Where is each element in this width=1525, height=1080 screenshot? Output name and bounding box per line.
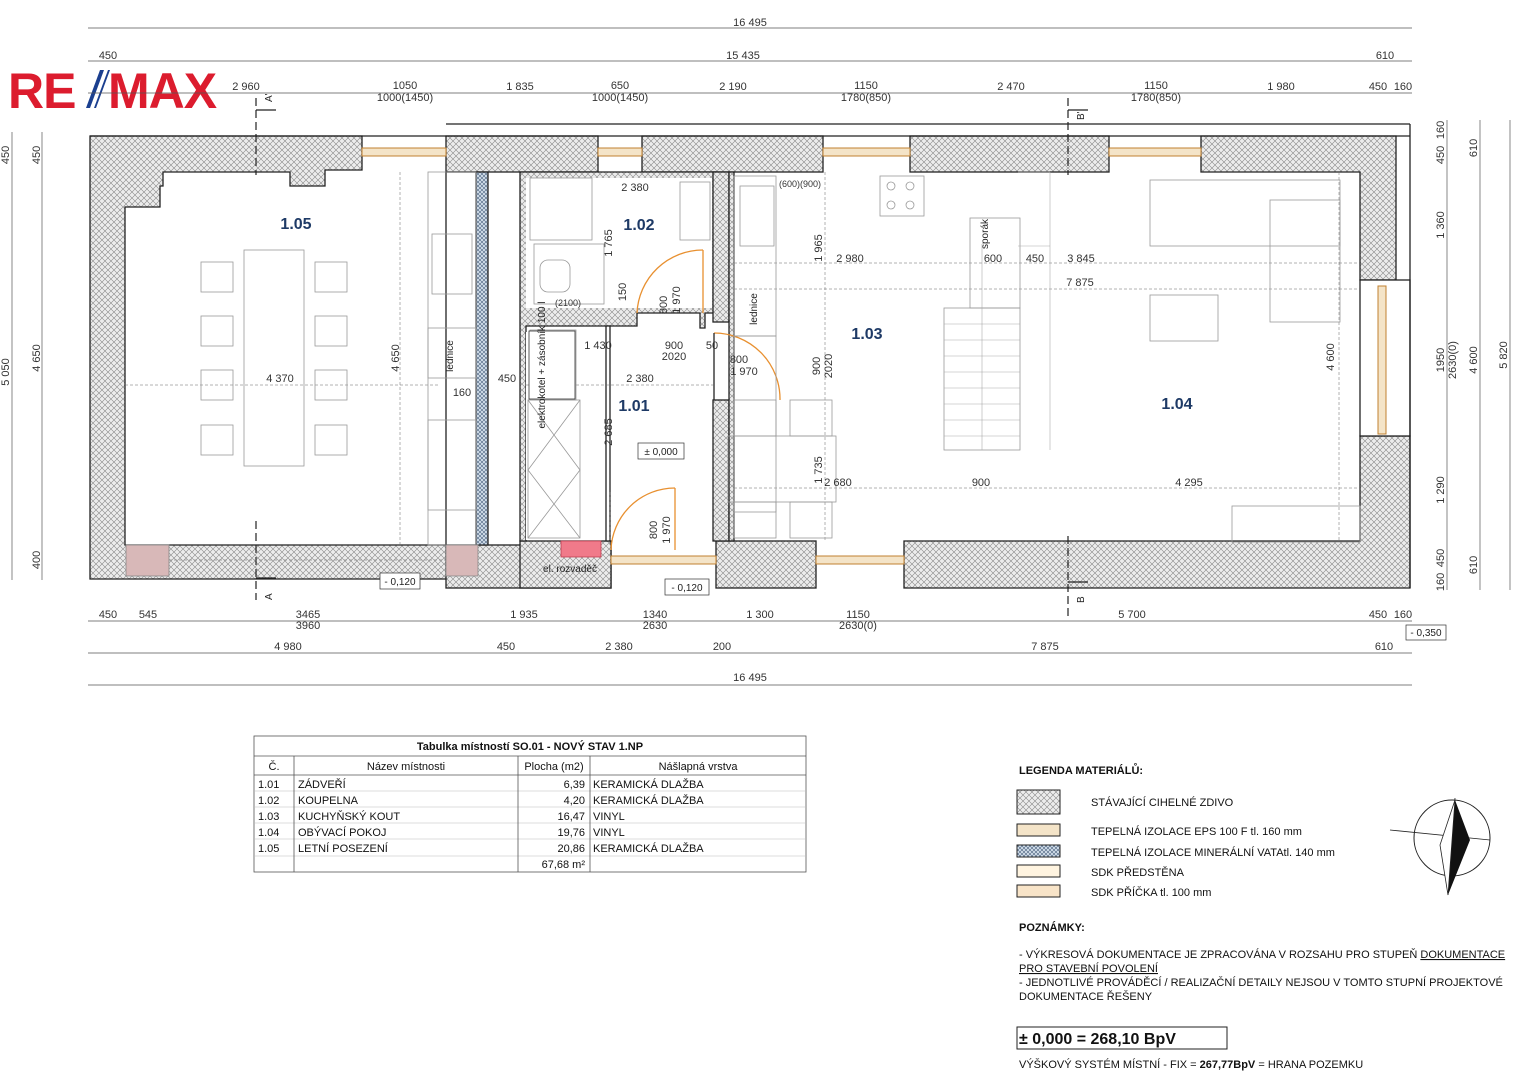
dim-right: 1950: [1435, 347, 1447, 373]
table-cell: KERAMICKÁ DLAŽBA: [593, 795, 704, 807]
section-label: B: [1076, 596, 1087, 603]
inner-dim: 1 430: [584, 340, 612, 352]
dim-top: 450: [1368, 81, 1388, 93]
walls: [90, 124, 1410, 588]
legend-item: STÁVAJÍCÍ CIHELNÉ ZDIVO: [1091, 797, 1234, 809]
materials-legend: [1017, 763, 1335, 899]
dim-top: 2 190: [719, 81, 747, 93]
inner-dim: 1 735: [813, 456, 825, 484]
stove-label: sporák: [980, 218, 991, 250]
dim-bottom: 450: [98, 609, 118, 621]
section-label: A: [264, 593, 275, 600]
level-mark: - 0,120: [384, 577, 416, 588]
inner-dim: 600: [983, 253, 1003, 265]
legend-item: SDK PŘÍČKA tl. 100 mm: [1091, 887, 1212, 899]
table-total: 67,68 m²: [541, 859, 585, 871]
dim-right: 610: [1468, 138, 1480, 158]
table-cell: 20,86: [557, 843, 585, 855]
dim-bottom: 1150: [846, 609, 870, 621]
dim-right: 1 290: [1435, 476, 1447, 504]
dim-bottom: 610: [1374, 641, 1394, 653]
legend-title: LEGENDA MATERIÁLŮ:: [1019, 765, 1144, 777]
level-mark: - 0,350: [1410, 628, 1442, 639]
table-cell: KERAMICKÁ DLAŽBA: [593, 843, 704, 855]
dim-right: 4 600: [1468, 346, 1480, 374]
table-cell: 1.04: [258, 827, 280, 839]
dim-bottom: 2 380: [605, 641, 633, 653]
note-line: - JEDNOTLIVÉ PROVÁDĚCÍ / REALIZAČNÍ DETAILY NEJSOU V TOMTO STUPNÍ PROJEKTOVÉ: [1019, 977, 1503, 989]
dim-right: 160: [1435, 120, 1447, 140]
level-mark: - 0,120: [671, 583, 703, 594]
inner-dim: 2020: [823, 353, 835, 379]
table-cell: 1.03: [258, 811, 280, 823]
room-label: 1.04: [1161, 396, 1193, 413]
distribution-board-label: el. rozvaděč: [543, 564, 597, 575]
inner-dim: 150: [617, 282, 629, 302]
dim-left: 4 650: [31, 344, 43, 372]
inner-dim: 2 980: [836, 253, 864, 265]
legend-item: TEPELNÁ IZOLACE MINERÁLNÍ VATAtl. 140 mm: [1091, 847, 1335, 859]
note-underline: PRO STAVEBNÍ POVOLENÍ: [1019, 963, 1158, 975]
dim-left: 450: [0, 145, 12, 165]
elektrokotel-label: elektrokotel + zásobník 100 l: [537, 301, 548, 429]
dim-top: 1780(850): [1130, 92, 1182, 104]
inner-dim: 2020: [661, 351, 687, 363]
dim-bottom: 3960: [295, 620, 321, 632]
dim-left: 5 050: [0, 358, 12, 386]
inner-dim: 2 380: [626, 373, 654, 385]
dim-bottom: 450: [496, 641, 516, 653]
note-underline: DOKUMENTACE: [1420, 949, 1506, 961]
table-header: Nášlapná vrstva: [658, 761, 738, 773]
inner-dim: 1 970: [661, 516, 673, 544]
table-cell: 1.01: [258, 779, 280, 791]
table-header: Č.: [268, 761, 280, 773]
dim-top: 650: [610, 80, 630, 92]
dim-top: 2 960: [232, 81, 260, 93]
notes: [1019, 921, 1505, 1003]
dim-top: 1150: [1144, 80, 1168, 92]
inner-dim: 160: [452, 387, 472, 399]
dim-bottom: 450: [1368, 609, 1388, 621]
level-mark: ± 0,000: [644, 447, 678, 458]
north-arrow-icon: [1390, 798, 1490, 895]
dim-right: 160: [1435, 572, 1447, 592]
room-label: 1.05: [280, 216, 312, 233]
dim-bottom: 1 300: [746, 609, 774, 621]
dim-bottom: 200: [712, 641, 732, 653]
inner-dim: 7 875: [1066, 277, 1094, 289]
datum-sub: 267,77BpV: [1199, 1059, 1256, 1071]
table-cell: KOUPELNA: [298, 795, 358, 807]
dim-right: 610: [1468, 555, 1480, 575]
inner-dim: 3 845: [1067, 253, 1095, 265]
datum: [1017, 1027, 1363, 1071]
dim-top: 1000(1450): [591, 92, 649, 104]
inner-dim: 4 370: [266, 373, 294, 385]
room-label: 1.02: [623, 217, 655, 234]
datum-sub: = HRANA POZEMKU: [1255, 1059, 1364, 1071]
inner-dims: [266, 179, 1337, 544]
table-cell: VINYL: [593, 811, 625, 823]
legend-item: TEPELNÁ IZOLACE EPS 100 F tl. 160 mm: [1091, 826, 1302, 838]
dim-top-right: 610: [1375, 50, 1395, 62]
remax-logo: [8, 63, 217, 119]
dim-top: 1000(1450): [376, 92, 434, 104]
inner-dim: 1 970: [730, 366, 758, 378]
inner-dim: 1 965: [813, 234, 825, 262]
inner-dim: (600)(900): [778, 179, 822, 189]
table-cell: KUCHYŇSKÝ KOUT: [298, 811, 401, 823]
dim-top: 1 835: [506, 81, 534, 93]
dim-bottom: 3465: [295, 609, 321, 621]
inner-dim: 4 295: [1175, 477, 1203, 489]
table-cell: ZÁDVEŘÍ: [298, 779, 346, 791]
inner-dim: 800: [648, 520, 660, 540]
dim-bottom: 1 935: [510, 609, 538, 621]
room-label: 1.03: [851, 326, 883, 343]
legend-item: SDK PŘEDSTĚNA: [1091, 867, 1184, 879]
dim-top: 160: [1393, 81, 1413, 93]
dim-bottom: 160: [1393, 609, 1413, 621]
room-label: 1.01: [618, 398, 650, 415]
dim-bottom: 545: [138, 609, 158, 621]
inner-dim: 4 600: [1325, 343, 1337, 371]
table-cell: OBÝVACÍ POKOJ: [298, 827, 387, 839]
inner-dim: 800: [729, 354, 749, 366]
dim-top: 1150: [854, 80, 878, 92]
table-cell: 1.02: [258, 795, 280, 807]
dim-right: 450: [1435, 548, 1447, 568]
dim-right: 2630(0): [1447, 341, 1459, 379]
table-header: Název místnosti: [366, 761, 446, 773]
svg-text:VÝŠKOVÝ SYSTÉM MÍSTNÍ - FIX =: [1019, 1058, 1363, 1071]
dim-bottom: 1340: [642, 609, 668, 621]
dim-bottom-overall: 16 495: [733, 672, 767, 684]
inner-dim: 50: [705, 340, 719, 352]
dim-top: 1050: [392, 80, 418, 92]
svg-text:- VÝKRESOVÁ DOKUMENTACE JE ZPR: [1019, 948, 1505, 961]
datum-main: ± 0,000 = 268,10 BpV: [1019, 1031, 1176, 1048]
inner-dim: 2 680: [824, 477, 852, 489]
table-cell: 6,39: [563, 779, 585, 791]
dim-bottom: 5 700: [1118, 609, 1146, 621]
note-line: DOKUMENTACE ŘEŠENY: [1019, 991, 1153, 1003]
dim-top-overall: 16 495: [733, 17, 767, 29]
svg-text:RE: RE: [8, 63, 76, 119]
room-table: [254, 736, 806, 872]
inner-dim: 4 650: [390, 344, 402, 372]
inner-dim: 2 380: [621, 182, 649, 194]
table-cell: 4,20: [563, 795, 585, 807]
fridge-label: lednice: [445, 340, 456, 372]
inner-dim: 900: [811, 356, 823, 376]
inner-dim: 2 685: [603, 418, 615, 446]
stairs: [944, 172, 1050, 450]
inner-dim: 1 970: [671, 286, 683, 314]
dim-top: 1 980: [1267, 81, 1295, 93]
table-cell: 1.05: [258, 843, 280, 855]
note-line: - VÝKRESOVÁ DOKUMENTACE JE ZPRACOVÁNA V ROZSAHU PRO STUPEŇ: [1019, 949, 1421, 961]
dim-left: 400: [31, 550, 43, 570]
table-cell: LETNÍ POSEZENÍ: [298, 843, 388, 855]
dim-bottom: 2630(0): [839, 620, 877, 632]
dim-bottom: 4 980: [274, 641, 302, 653]
table-cell: 16,47: [557, 811, 585, 823]
dim-left: 450: [31, 145, 43, 165]
dim-right: 5 820: [1498, 341, 1510, 369]
dim-bottom: 2630: [642, 620, 668, 632]
windows: [362, 148, 1386, 564]
notes-title: POZNÁMKY:: [1019, 922, 1085, 934]
inner-dim: 450: [1025, 253, 1045, 265]
section-label: A': [264, 93, 275, 102]
table-cell: VINYL: [593, 827, 625, 839]
inner-dim: 450: [497, 373, 517, 385]
inner-dim: (2100): [554, 298, 582, 308]
dim-top-left: 450: [98, 50, 118, 62]
dim-right: 1 360: [1435, 211, 1447, 239]
dim-top: 1780(850): [840, 92, 892, 104]
inner-dim: 1 765: [603, 229, 615, 257]
dim-right: 450: [1435, 145, 1447, 165]
dim-top-inner: 15 435: [726, 50, 760, 62]
table-header: Plocha (m2): [524, 761, 584, 773]
fridge-label: lednice: [749, 293, 760, 325]
inner-dim: 900: [971, 477, 991, 489]
inner-dim: 900: [664, 340, 684, 352]
table-title: Tabulka místností SO.01 - NOVÝ STAV 1.NP: [416, 741, 644, 753]
datum-sub: VÝŠKOVÝ SYSTÉM MÍSTNÍ - FIX =: [1019, 1059, 1200, 1071]
section-label: B': [1076, 111, 1087, 120]
table-cell: 19,76: [557, 827, 585, 839]
dim-bottom: 7 875: [1031, 641, 1059, 653]
svg-text:MAX: MAX: [108, 63, 217, 119]
dim-top: 2 470: [997, 81, 1025, 93]
inner-dim: 800: [658, 295, 670, 315]
table-cell: KERAMICKÁ DLAŽBA: [593, 779, 704, 791]
